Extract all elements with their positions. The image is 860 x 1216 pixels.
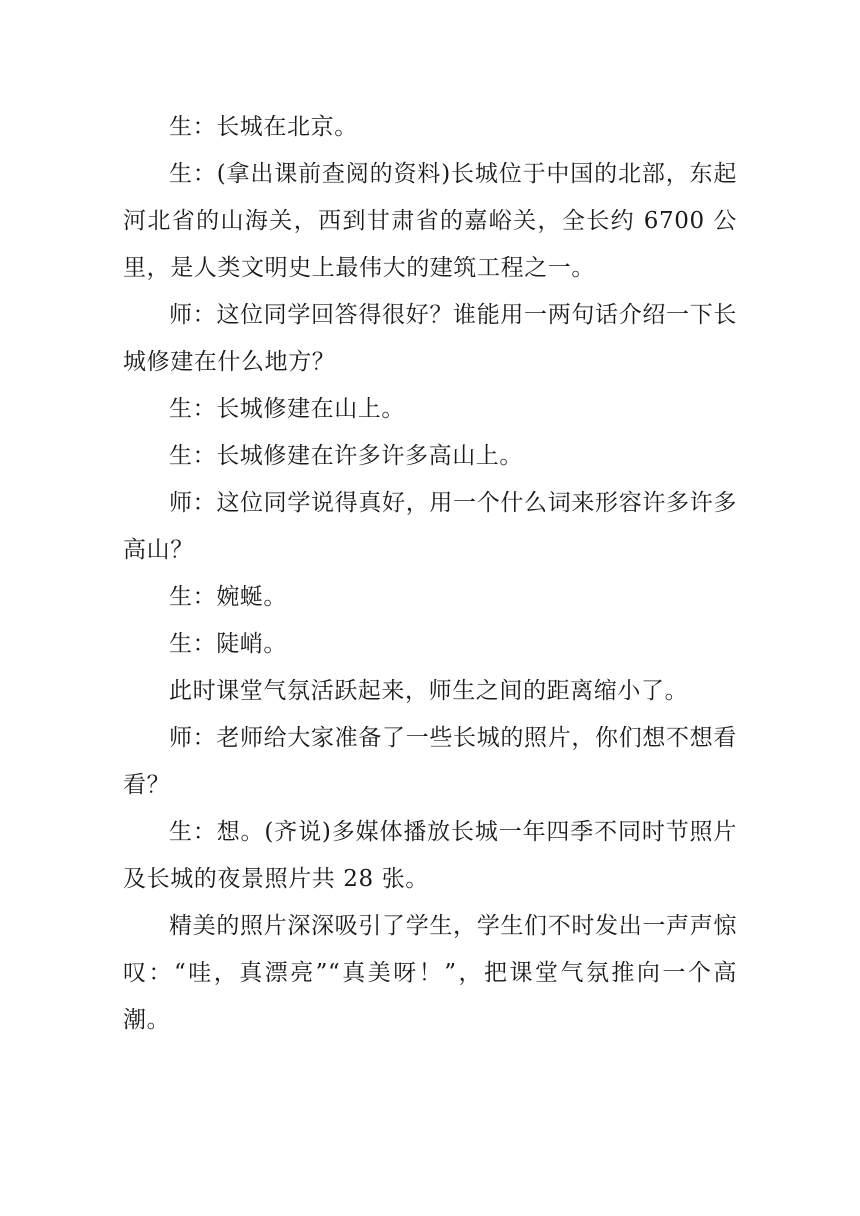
paragraph: 生：婉蜒。 [169, 584, 287, 610]
paragraph: 精美的照片深深吸引了学生，学生们不时发出一声声惊叹：“哇，真漂亮”“真美呀！”，把课堂气氛推向一个高潮。 [123, 913, 737, 1033]
paragraph: 生：长城在北京。 [169, 114, 358, 140]
paragraph: 师：这位同学说得真好，用一个什么词来形容许多许多高山？ [123, 490, 737, 563]
paragraph: 生：(拿出课前查阅的资料)长城位于中国的北部，东起河北省的山海关，西到甘肃省的嘉峪关，全长约 6700 公里，是人类文明史上最伟大的建筑工程之一。 [123, 161, 737, 281]
paragraph: 师：这位同学回答得很好？谁能用一两句话介绍一下长城修建在什么地方？ [123, 302, 737, 375]
paragraph: 生：陡峭。 [169, 631, 287, 657]
paragraph: 此时课堂气氛活跃起来，师生之间的距离缩小了。 [169, 678, 689, 704]
paragraph: 生：想。(齐说)多媒体播放长城一年四季不同时节照片及长城的夜景照片共 28 张。 [123, 819, 737, 892]
paragraph: 生：长城修建在许多许多高山上。 [169, 443, 523, 469]
document-body [123, 104, 737, 1044]
paragraph: 师：老师给大家准备了一些长城的照片，你们想不想看看？ [123, 725, 737, 798]
paragraph: 生：长城修建在山上。 [169, 396, 405, 422]
